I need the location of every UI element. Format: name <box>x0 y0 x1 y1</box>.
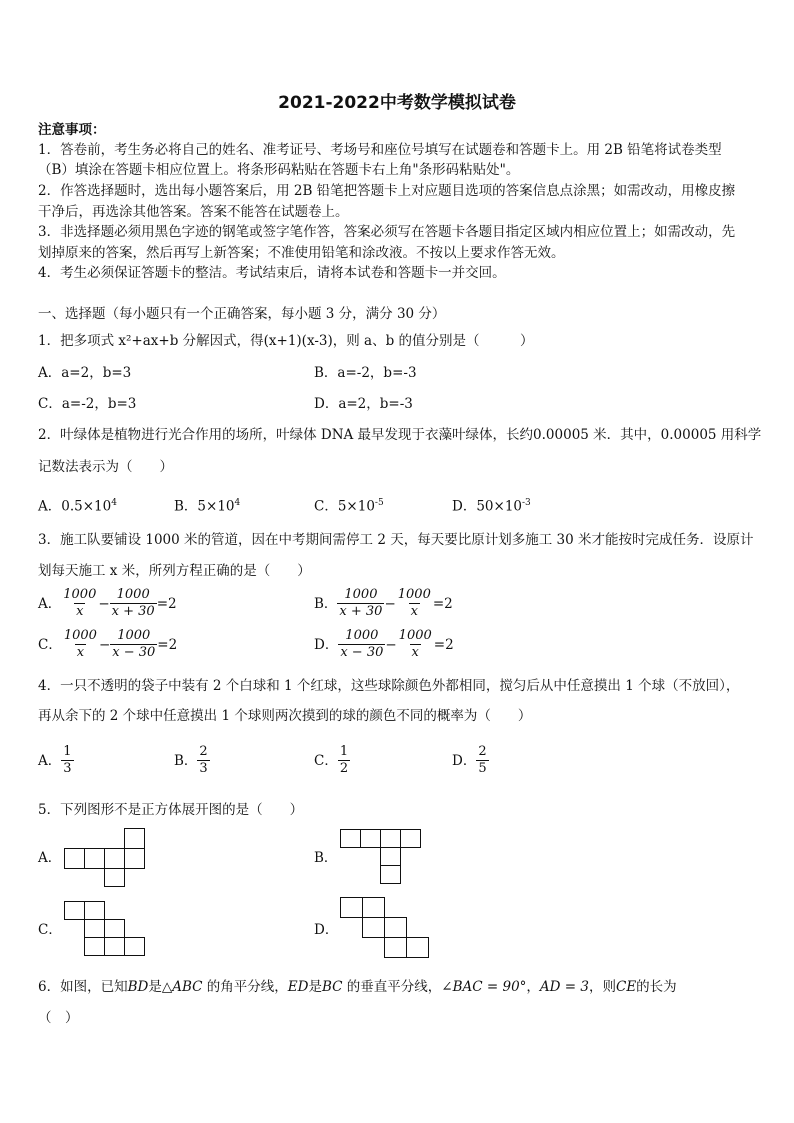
q3-option-d: D． $\frac{1000}{x - 30}$ − $\frac{1000}{x}$ =2 <box>314 628 454 660</box>
cube-net-a-figure <box>64 828 146 888</box>
q5-option-a-label: A． <box>38 850 62 866</box>
q4-option-b: B． $\frac{2}{3}$ <box>174 744 208 776</box>
cube-net-d-figure <box>340 897 434 961</box>
q4-option-a: A． $\frac{1}{3}$ <box>38 744 72 776</box>
notice-line: 干净后，再选涂其他答案。答案不能答在试题卷上。 <box>38 204 349 220</box>
q3-option-c: C． $\frac{1000}{x}$ − $\frac{1000}{x - 30}$ =2 <box>38 628 178 660</box>
q5-option-c-label: C． <box>38 922 62 938</box>
q1-option-c: C．a=-2，b=3 <box>38 396 137 412</box>
notice-heading: 注意事项： <box>38 122 106 138</box>
question-2-stem: 2．叶绿体是植物进行光合作用的场所，叶绿体 DNA 最早发现于衣藻叶绿体，长约0.00005 米．其中，0.00005 用科学 <box>38 427 762 443</box>
notice-line: 4．考生必须保证答题卡的整洁。考试结束后，请将本试卷和答题卡一并交回。 <box>38 265 506 281</box>
q2-option-a: A．$0.5\times 10^4$ <box>38 498 117 515</box>
q2-option-d: D．$50\times 10^{-3}$ <box>452 498 531 515</box>
q1-option-a: A．a=2，b=3 <box>38 365 132 381</box>
q5-option-d-label: D． <box>314 922 339 938</box>
question-3-stem: 3．施工队要铺设 1000 米的管道，因在中考期间需停工 2 天，每天要比原计划多施工 30 米才能按时完成任务．设原计 <box>38 532 754 548</box>
notice-line: 1．答卷前，考生务必将自己的姓名、准考证号、考场号和座位号填写在试题卷和答题卡上。用 2B 铅笔将试卷类型 <box>38 142 722 158</box>
question-4-stem: 4．一只不透明的袋子中装有 2 个白球和 1 个红球，这些球除颜色外都相同，搅匀后从中任意摸出 1 个球（不放回）， <box>38 678 740 694</box>
question-3-stem-cont: 划每天施工 x 米，所列方程正确的是（ ） <box>38 563 311 579</box>
q1-option-d: D．a=2，b=-3 <box>314 396 413 412</box>
q3-option-a: A． $\frac{1000}{x}$ − $\frac{1000}{x + 30}$ =2 <box>38 587 177 619</box>
cube-net-b-figure <box>340 829 422 885</box>
question-4-stem-cont: 再从余下的 2 个球中任意摸出 1 个球则两次摸到的球的颜色不同的概率为（ ） <box>38 708 532 724</box>
notice-line: （B）填涂在答题卡相应位置上。将条形码粘贴在答题卡右上角"条形码粘贴处"。 <box>38 162 520 178</box>
q2-option-c: C．$5\times 10^{-5}$ <box>314 498 384 515</box>
q1-option-b: B．a=-2，b=-3 <box>314 365 417 381</box>
page-title: 2021-2022中考数学模拟试卷 <box>278 93 516 113</box>
q4-option-c: C． $\frac{1}{2}$ <box>314 744 349 776</box>
q3-option-b: B． $\frac{1000}{x + 30}$ − $\frac{1000}{x}$ =2 <box>314 587 453 619</box>
notice-line: 2．作答选择题时，选出每小题答案后，用 2B 铅笔把答题卡上对应题目选项的答案信息点涂黑；如需改动，用橡皮擦 <box>38 183 736 199</box>
question-1-stem: 1．把多项式 x²+ax+b 分解因式，得(x+1)(x-3)，则 a、b 的值分别是（ ） <box>38 333 534 349</box>
question-6-stem: 6．如图，已知BD是△ABC 的角平分线，ED是BC 的垂直平分线，∠BAC = 90°，AD = 3，则CE的长为 <box>38 979 677 995</box>
notice-line: 划掉原来的答案，然后再写上新答案；不准使用铅笔和涂改液。不按以上要求作答无效。 <box>38 245 565 261</box>
cube-net-c-figure <box>64 901 146 957</box>
section-heading: 一、选择题（每小题只有一个正确答案，每小题 3 分，满分 30 分） <box>38 306 446 322</box>
q2-option-b: B．$5\times 10^4$ <box>174 498 241 515</box>
question-5-stem: 5．下列图形不是正方体展开图的是（ ） <box>38 802 304 818</box>
question-2-stem-cont: 记数法表示为（ ） <box>38 459 173 475</box>
question-6-answer-paren: （ ） <box>38 1010 79 1026</box>
q4-option-d: D． $\frac{2}{5}$ <box>452 744 487 776</box>
q5-option-b-label: B． <box>314 850 338 866</box>
notice-line: 3．非选择题必须用黑色字迹的钢笔或签字笔作答，答案必须写在答题卡各题目指定区域内相应位置上；如需改动，先 <box>38 224 736 240</box>
